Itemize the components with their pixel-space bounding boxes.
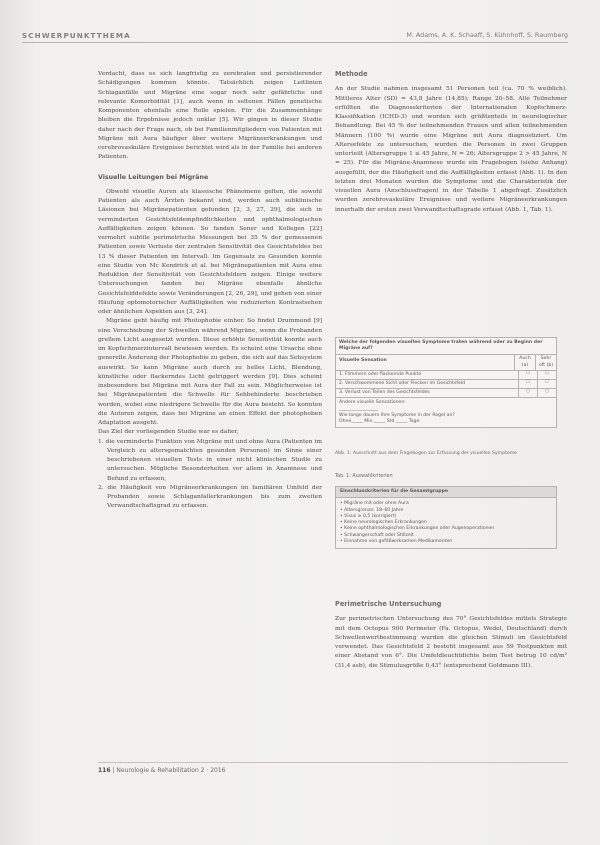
table-header: Einschlusskriterien für die Gesamtgruppe: [336, 487, 556, 498]
figure-header-row: [336, 355, 556, 370]
figure-row: [336, 380, 556, 389]
header-rule: [22, 42, 568, 43]
page-number: 116: [98, 767, 111, 774]
perimetry-paragraph: Zur perimetrischen Untersuchung des 70° Gesichtsfeldes mittels Strategie mit dem Octopus 900 Perimeter (Fa. Octopus, Wedel, Deutschland) durch Schwellenwertbestimmung wurden die gleichen Stimuli im Gesichtsfeld verwendet. Das Gesichtsfeld 2 besteht insgesamt aus 59 Testpunkten mit einer Abstand von 6°. Die Umfeldleuchtdichte beim Test betrug 10 cd/m² (31,4 asb), die Stimulusgröße 0,43° (entsprechend Goldmann III).: [335, 616, 567, 669]
other-blank: _________________: [339, 406, 379, 412]
perimetry-title: Perimetrische Untersuchung: [335, 600, 442, 608]
figure-col-header: Visuelle Sensation: [339, 358, 387, 364]
checkbox-b: ☐: [537, 371, 556, 379]
criteria-table: [335, 486, 557, 549]
photophobia-paragraph: Migräne geht häufig mit Photophobie einher. So findet Drummond [9] eine Verschiebung der Schwellen während Migräne, wenn die Probanden grellem Licht ausgesetzt wurden. Diese erhöhte Sensitivität konnte auch im Kopfschmerzintervall bewiesen werden. Es scheint eine Ursache ohne generelle Änderung der Photophobie zu geben, die sich auf das Sehsystem auswirkt. So kann Migräne auch durch zu helles Licht, Blendung, künstliche oder flackerndes Licht getriggert werden [9]. Dies scheint insbesondere bei Migräne mit Aura der Fall zu sein. Möglicherweise ist bei Migränepatienten die Schwelle für Sehbehinderte beschrieben worden, wobei eine niedrigere Schwelle für die Aura besteht. So konnten die Autoren zeigen, dass bei Migräne an einen Effekt der photophoben Adaptation ausgeht.: [98, 318, 322, 426]
figure-col-a: Auch (a): [514, 355, 535, 369]
aim-intro: Das Ziel der vorliegenden Studie war es daher,: [98, 429, 239, 436]
page-footer: [98, 767, 226, 774]
journal-name: Neurologie & Rehabilitation 2 · 2016: [116, 767, 226, 774]
methods-title: Methode: [335, 70, 368, 78]
table-item: • Keine neurologischen Erkrankungen: [340, 520, 427, 526]
figure-question: Welche der folgenden visuellen Symptome traten während oder zu Beginn der Migräne auf?: [336, 338, 556, 355]
aim-item-2: 2. die Häufigkeit von Migräneerkrankungen im familiären Umfeld der Probanden sowie Schlaganfallerkrankungen bis zum zweiten Verwandtschaftsgrad zu erfassen.: [98, 484, 322, 510]
figure-caption: Abb. 1: Ausschnitt aus dem Fragebogen zur Erfassung der visuellen Symptome: [335, 451, 517, 456]
table-item: • Altersgrenze: 18–60 Jahre: [340, 507, 404, 513]
perimetry-section: [335, 600, 567, 677]
table-item: • Visus ≥ 0,5 (korrigiert): [340, 513, 397, 519]
figure-col-b: Sehr oft (b): [535, 355, 556, 369]
figure-row: [336, 389, 556, 398]
author-line: M. Adams, A. K. Schaaff, S. Kühnhoff, S. Raumberg: [406, 31, 568, 39]
left-column: [98, 70, 322, 512]
figure-row-label: 1. Flimmern oder flackernde Punkte: [339, 371, 422, 377]
checkbox-b: ☐: [537, 380, 556, 388]
footer-rule: [98, 762, 568, 763]
figure-row-label: 2. Verschwommene Sicht oder Flecken im Gesichtsfeld: [339, 381, 466, 387]
subhead-visual: Visuelle Leitungen bei Migräne: [98, 173, 209, 181]
table-item: • Migräne mit oder ohne Aura: [340, 501, 409, 507]
right-column: [335, 70, 567, 215]
figure-questionnaire: [335, 337, 557, 428]
visual-paragraph: Obwohl visuelle Auren als klassische Phänomene gelten, die sowohl Patienten als auch Ärzten bekannt sind, werden auch subklinische Läsionen bei Migränepatienten gefunden [2, 3, 27, 29], die sich in verminderten Gesichtsfeldempfindlichkeiten und ophthalmologischen Auffälligkeiten zeigen können. So fanden Sener und Kollegen [22] vermehrt subtile perimetrische Messungen bei 35 % der gemessenen Patienten sowie Verluste der zentralen Sensitivität des Gesichtsfeldes bei 13 % dieser Patienten im Intervall. Im Gegensatz zu Gesunden konnte eine Studie von Mc Kendrick et al. bei Migränepatienten mit Aura eine Reduktion der Sensitivität von Gesichtsfeldern zeigen. Einige weitere Untersuchungen fanden bei Migräne ebenfalls ähnliche Gesichtsfelddefekte sowie Veränderungen [2, 26, 29], und gehen von einer Häufung optomotorischer Auffälligkeiten wie reduzierten Kontrastsehen oder ähnlichen Aspekten aus [3, 24].: [98, 188, 322, 315]
figure-row: [336, 371, 556, 380]
freq-options: Ohne_____ Min._____ Std._____ Tage: [339, 419, 420, 425]
figure-row-label: 3. Verlust von Teilen des Gesichtsfeldes: [339, 390, 430, 396]
freq-label: Wie lange dauern Ihre Symptome in der Regel an?: [339, 412, 455, 418]
methods-paragraph: An der Studie nahmen insgesamt 51 Personen teil (ca. 70 % weiblich). Mittleres Alter (SD) = 43,8 Jahre (14,85); Range 20–58. Alle Teilnehmer erfüllten die Diagnosekriterien der Internationalen Kopfschmerz-Klassifikation (ICHD-3) und wurden sich größtenteils in neurologischer Behandlung. Bei 45 % der teilnehmenden Frauen und allen teilnehmenden Männern (100 %) wurde eine Migräne mit Aura diagnostiziert. Um Altersefekte zu untersuchen, wurden die Personen in zwei Gruppen unterteilt (Altersgruppe 1 ≤ 45 Jahre, N = 26; Altersgruppe 2 > 45 Jahre, N = 25). Für die Migräne-Anamnese wurde ein Fragebogen (siehe Anhang) ausgefüllt, der die Häufigkeit und die Auffälligkeiten erfasst (Abb. 1). In den letzten drei Monaten wurden die Symptome und die Charakteristik der visuellen Aura (Anschlussfragen) in der Tabelle 1 abgefragt. Zusätzlich wurden zerebrovaskuläre Ereignisse und weitere Migräneerkrankungen innerhalb der ersten zwei Verwandtschaftsgrade erfasst (Abb. 1, Tab. 1).: [335, 86, 567, 213]
checkbox-a: ☐: [518, 371, 537, 379]
footer-separator: |: [112, 767, 117, 774]
checkbox-b: ○: [537, 389, 556, 397]
table-caption: Tab. 1: Auswahlkriterien: [335, 474, 393, 479]
table-body: [336, 498, 556, 548]
figure-footer: [336, 398, 556, 427]
checkbox-a: ☐: [518, 380, 537, 388]
section-label: SCHWERPUNKTTHEMA: [22, 31, 131, 40]
other-label: Andere visuelle Sensationen:: [339, 400, 406, 406]
table-item: • Einnahme von gefäßwirksamen Medikamenten: [340, 539, 453, 545]
table-item: • Keine ophthalmologischen Erkrankungen oder Augenoperationen: [340, 526, 495, 532]
table-item: • Schwangerschaft oder Stillzeit: [340, 532, 414, 538]
intro-paragraph: Verdacht, dass es sich langfristig zu zerebralen und persistierender Schädigungen kommen könnte. Tatsächlich zeigen Leitlinien Schlaganfälle und Migräne eine sogar noch sehr gefährliche und relevante Komorbidität [1], auch wenn in seltenen Fällen genetische Komponenten ebenfalls eine Rolle spielen. Für die Zusammenhänge bleiben die Ergebnisse jedoch unklar [5]. Wir gingen in dieser Studie daher nach der Frage nach, ob bei Familienmitgliedern von Patienten mit Migräne mit Aura häufiger über weitere Migräneerkrankungen und cerebrovaskuläre Ereignisse berichtet wird als in der Familie bei anderen Patienten.: [98, 71, 322, 161]
aim-item-1: 1. die verminderte Funktion von Migräne mit und ohne Aura (Patienten im Vergleich zu altersgematchten gesunden Personen) im Sinne einer beschriebenen visuellen Tests in einer nicht klinischen Studie zu untersuchen. Mögliche Besonderheiten vor allem in Anamnese und Befund zu erfassen,: [98, 438, 322, 482]
checkbox-a: ○: [518, 389, 537, 397]
